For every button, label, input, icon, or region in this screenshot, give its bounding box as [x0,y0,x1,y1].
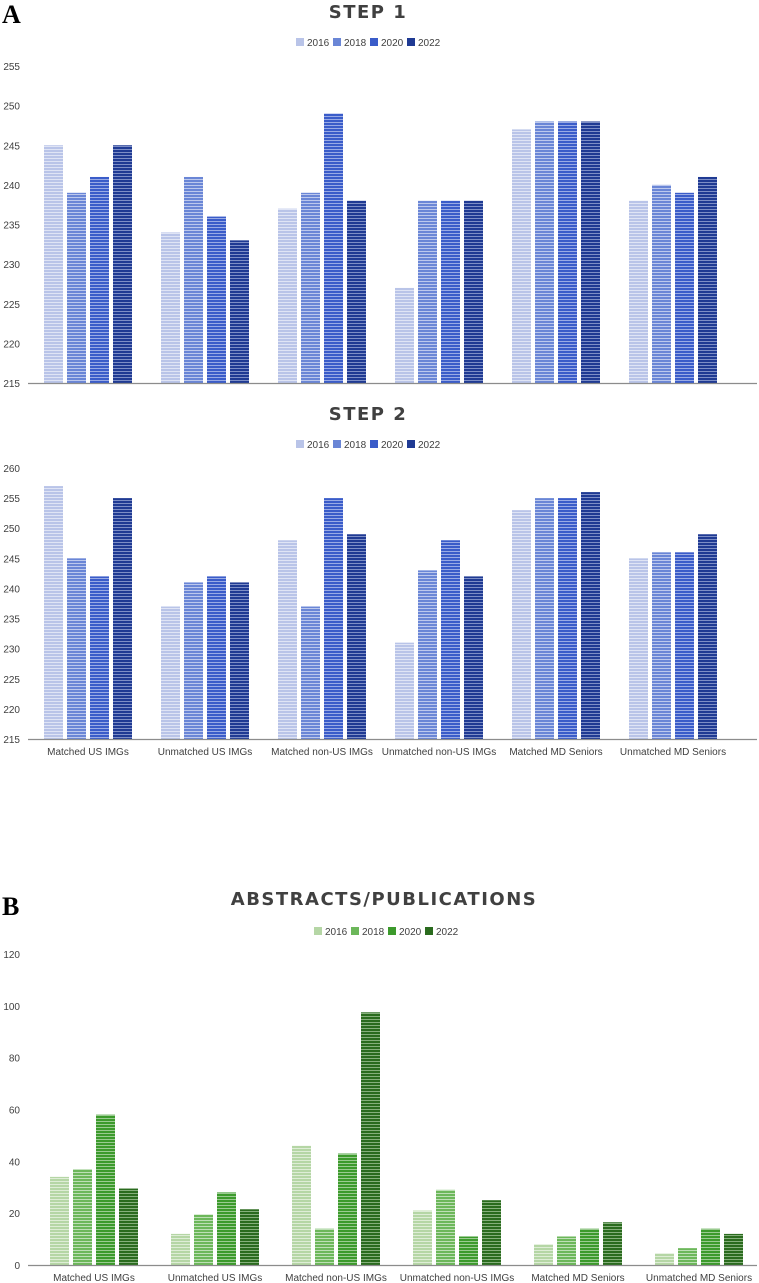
bar-unmatched-non-us-imgs-2018 [418,201,437,383]
bar-matched-md-seniors-2016 [512,129,531,383]
bar-unmatched-us-imgs-2020 [217,1192,236,1265]
legend-label-2016: 2016 [307,440,330,451]
bar-unmatched-md-seniors-2022 [724,1234,743,1265]
y-axis [3,950,20,1272]
y-tick-label: 235 [3,614,20,626]
bar-matched-non-us-imgs-2016 [278,209,297,383]
bar-matched-non-us-imgs-2020 [324,498,343,739]
chart-title-step2: STEP 2 [328,404,408,425]
legend-swatch-2018 [351,927,359,935]
y-tick-label: 240 [3,180,20,192]
bar-unmatched-us-imgs-2022 [230,582,249,739]
bar-matched-non-us-imgs-2016 [278,540,297,739]
chart-title-step1: STEP 1 [328,2,408,23]
x-category-label: Unmatched US IMGs [167,1273,263,1283]
y-tick-label: 60 [8,1105,20,1117]
bar-unmatched-non-us-imgs-2022 [464,201,483,383]
bar-matched-md-seniors-2022 [581,492,600,739]
x-category-label: Matched MD Seniors [531,1273,625,1283]
y-tick-label: 245 [3,141,20,153]
bar-unmatched-non-us-imgs-2018 [418,570,437,739]
bar-matched-md-seniors-2016 [534,1244,553,1265]
bar-unmatched-non-us-imgs-2020 [441,201,460,383]
legend-label-2016: 2016 [307,38,330,49]
y-tick-label: 80 [8,1053,20,1065]
bar-matched-md-seniors-2018 [557,1236,576,1265]
bar-unmatched-us-imgs-2020 [207,217,226,383]
bar-unmatched-md-seniors-2016 [655,1253,674,1265]
x-category-label: Unmatched non-US IMGs [399,1273,515,1283]
bar-unmatched-md-seniors-2018 [652,552,671,739]
y-tick-label: 220 [3,339,20,351]
y-tick-label: 215 [3,735,20,746]
bar-matched-non-us-imgs-2020 [338,1154,357,1265]
y-tick-label: 235 [3,220,20,232]
bar-unmatched-md-seniors-2018 [678,1248,697,1265]
legend-label-2022: 2022 [418,38,441,49]
bar-unmatched-md-seniors-2020 [675,193,694,383]
legend-label-2020: 2020 [399,927,422,938]
bar-matched-md-seniors-2020 [558,121,577,383]
bar-unmatched-non-us-imgs-2022 [482,1200,501,1265]
bar-unmatched-non-us-imgs-2020 [459,1236,478,1265]
bar-matched-non-us-imgs-2018 [301,193,320,383]
y-tick-label: 245 [3,554,20,566]
y-tick-label: 250 [3,101,20,113]
panel-letter-b: B [2,892,20,921]
bar-unmatched-non-us-imgs-2016 [395,643,414,739]
bar-unmatched-md-seniors-2018 [652,185,671,383]
bar-unmatched-md-seniors-2022 [698,177,717,383]
bar-matched-md-seniors-2016 [512,510,531,739]
bar-matched-non-us-imgs-2022 [361,1012,380,1265]
bar-matched-non-us-imgs-2016 [292,1146,311,1265]
legend-label-2022: 2022 [436,927,459,938]
x-category-label: Unmatched US IMGs [157,747,253,758]
y-tick-label: 0 [14,1261,20,1272]
chart-title-abstracts: ABSTRACTS/PUBLICATIONS [230,889,538,910]
y-axis [3,464,20,746]
legend-swatch-2022 [407,440,415,448]
x-category-label: Unmatched non-US IMGs [381,747,497,758]
legend-label-2022: 2022 [418,440,441,451]
legend-swatch-2022 [425,927,433,935]
y-tick-label: 220 [3,704,20,716]
y-tick-label: 260 [3,464,20,475]
legend-label-2020: 2020 [381,38,404,49]
bar-unmatched-us-imgs-2016 [161,607,180,739]
x-category-label: Matched US IMGs [47,747,129,758]
y-tick-label: 240 [3,584,20,596]
x-category-label: Matched MD Seniors [509,747,603,758]
bar-matched-md-seniors-2022 [603,1222,622,1265]
bar-unmatched-us-imgs-2022 [230,240,249,383]
y-tick-label: 100 [3,1001,20,1013]
bar-unmatched-md-seniors-2020 [675,552,694,739]
legend-swatch-2022 [407,38,415,46]
bar-unmatched-non-us-imgs-2016 [395,288,414,383]
chart-step1 [3,2,757,390]
bar-unmatched-md-seniors-2016 [629,201,648,383]
bar-matched-us-imgs-2020 [90,576,109,739]
bar-matched-us-imgs-2020 [90,177,109,383]
legend-swatch-2018 [333,440,341,448]
legend [296,440,441,451]
legend-swatch-2020 [370,38,378,46]
bar-unmatched-non-us-imgs-2022 [464,576,483,739]
bar-matched-us-imgs-2022 [119,1189,138,1265]
legend-label-2020: 2020 [381,440,404,451]
legend [314,927,459,938]
chart-abstracts-publications [3,889,757,1283]
bar-unmatched-us-imgs-2018 [184,582,203,739]
y-tick-label: 120 [3,950,20,961]
y-tick-label: 20 [8,1209,20,1221]
x-category-label: Unmatched MD Seniors [645,1273,753,1283]
bar-matched-us-imgs-2022 [113,145,132,383]
y-tick-label: 225 [3,674,20,686]
x-category-label: Matched non-US IMGs [285,1273,387,1283]
legend-label-2018: 2018 [344,38,367,49]
y-tick-label: 230 [3,644,20,656]
bar-unmatched-us-imgs-2016 [161,232,180,383]
bar-unmatched-us-imgs-2022 [240,1209,259,1265]
y-tick-label: 225 [3,299,20,311]
bar-matched-md-seniors-2018 [535,498,554,739]
bar-matched-non-us-imgs-2018 [301,607,320,739]
bar-matched-md-seniors-2020 [580,1229,599,1265]
bar-unmatched-non-us-imgs-2016 [413,1211,432,1265]
bar-matched-md-seniors-2020 [558,498,577,739]
bar-unmatched-us-imgs-2020 [207,576,226,739]
panel-letter-a: A [2,0,21,29]
bar-matched-md-seniors-2018 [535,121,554,383]
legend [296,38,441,49]
bar-unmatched-non-us-imgs-2018 [436,1190,455,1265]
legend-label-2018: 2018 [344,440,367,451]
bar-matched-md-seniors-2022 [581,121,600,383]
bar-matched-us-imgs-2018 [67,193,86,383]
legend-swatch-2016 [314,927,322,935]
bar-matched-us-imgs-2018 [67,558,86,739]
bars [50,1012,743,1265]
legend-swatch-2020 [370,440,378,448]
bar-unmatched-us-imgs-2016 [171,1234,190,1265]
bar-unmatched-md-seniors-2022 [698,534,717,739]
x-category-label: Matched non-US IMGs [271,747,373,758]
bar-unmatched-us-imgs-2018 [194,1214,213,1265]
y-tick-label: 250 [3,524,20,536]
y-tick-label: 230 [3,260,20,272]
y-axis [3,62,20,390]
bar-unmatched-md-seniors-2016 [629,558,648,739]
bar-matched-us-imgs-2022 [113,498,132,739]
bar-unmatched-md-seniors-2020 [701,1229,720,1265]
bar-unmatched-us-imgs-2018 [184,177,203,383]
legend-swatch-2016 [296,440,304,448]
legend-swatch-2016 [296,38,304,46]
bar-matched-us-imgs-2016 [50,1177,69,1265]
chart-step2 [3,404,757,758]
y-tick-label: 255 [3,62,20,73]
legend-label-2016: 2016 [325,927,348,938]
y-tick-label: 255 [3,494,20,506]
bars [44,114,717,383]
bar-matched-non-us-imgs-2022 [347,201,366,383]
bar-matched-us-imgs-2018 [73,1169,92,1265]
bar-matched-us-imgs-2016 [44,145,63,383]
legend-swatch-2018 [333,38,341,46]
bar-matched-non-us-imgs-2018 [315,1229,334,1265]
bar-unmatched-non-us-imgs-2020 [441,540,460,739]
x-category-label: Unmatched MD Seniors [619,747,727,758]
legend-swatch-2020 [388,927,396,935]
x-category-label: Matched US IMGs [53,1273,135,1283]
bar-matched-non-us-imgs-2020 [324,114,343,383]
y-tick-label: 40 [8,1157,20,1169]
bar-matched-us-imgs-2016 [44,486,63,739]
bar-matched-us-imgs-2020 [96,1115,115,1265]
legend-label-2018: 2018 [362,927,385,938]
bar-matched-non-us-imgs-2022 [347,534,366,739]
bars [44,486,717,739]
y-tick-label: 215 [3,379,20,390]
